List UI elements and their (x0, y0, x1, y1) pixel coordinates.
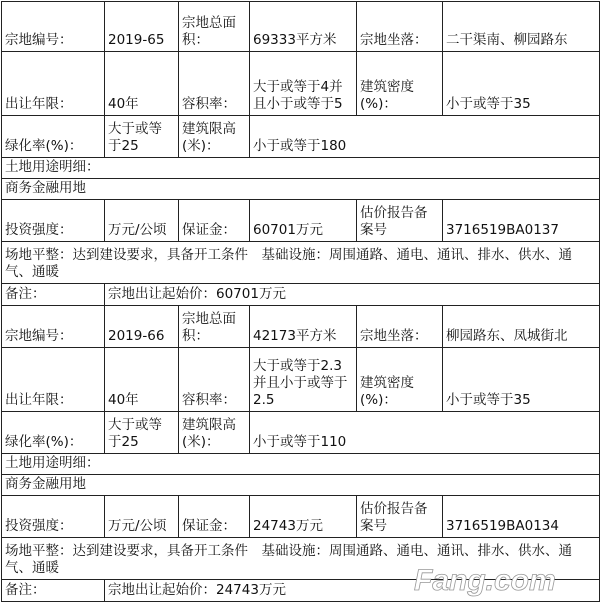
appraisal-record-label: 估价报告备案号 (357, 200, 443, 242)
total-area-value: 42173平方米 (250, 306, 357, 348)
parcel-number-label: 宗地编号： (2, 2, 105, 52)
location-label: 宗地坐落： (357, 306, 443, 348)
usage-detail-label: 土地用途明细： (2, 454, 600, 475)
land-parcel-table (1, 1, 600, 602)
remark-value: 宗地出让起始价：24743万元 (105, 580, 600, 602)
deposit-label: 保证金： (179, 200, 250, 242)
term-value: 40年 (105, 52, 179, 116)
site-conditions: 场地平整：达到建设要求，具备开工条件 基础设施：周围通路、通电、通讯、排水、供水、通气、通暖 (2, 538, 600, 580)
green-ratio-value: 大于或等于25 (105, 412, 179, 454)
green-ratio-label: 绿化率(%)： (2, 116, 105, 158)
deposit-label: 保证金： (179, 496, 250, 538)
term-label: 出让年限： (2, 52, 105, 116)
term-label: 出让年限： (2, 348, 105, 412)
height-limit-label: 建筑限高(米)： (179, 116, 250, 158)
usage-detail-value: 商务金融用地 (2, 179, 600, 200)
remark-label: 备注： (2, 580, 105, 602)
building-density-label: 建筑密度(%)： (357, 348, 443, 412)
investment-intensity-label: 投资强度： (2, 200, 105, 242)
plot-ratio-label: 容积率： (179, 348, 250, 412)
parcel-number-value: 2019-66 (105, 306, 179, 348)
total-area-label: 宗地总面积： (179, 2, 250, 52)
total-area-label: 宗地总面积： (179, 306, 250, 348)
watermark-logo-svg (412, 562, 582, 598)
appraisal-record-label: 估价报告备案号 (357, 496, 443, 538)
plot-ratio-label: 容积率： (179, 52, 250, 116)
parcel-number-label: 宗地编号： (2, 306, 105, 348)
fang-watermark-logo (412, 562, 582, 598)
investment-intensity-unit: 万元/公顷 (105, 496, 179, 538)
deposit-value: 24743万元 (250, 496, 357, 538)
usage-detail-label: 土地用途明细： (2, 158, 600, 179)
total-area-value: 69333平方米 (250, 2, 357, 52)
building-density-value: 小于或等于35 (443, 52, 600, 116)
site-conditions: 场地平整：达到建设要求，具备开工条件 基础设施：周围通路、通电、通讯、排水、供水、通气、通暖 (2, 242, 600, 284)
green-ratio-value: 大于或等于25 (105, 116, 179, 158)
location-label: 宗地坐落： (357, 2, 443, 52)
usage-detail-value: 商务金融用地 (2, 475, 600, 496)
appraisal-record-value: 3716519BA0137 (443, 200, 600, 242)
term-value: 40年 (105, 348, 179, 412)
deposit-value: 60701万元 (250, 200, 357, 242)
height-limit-label: 建筑限高(米)： (179, 412, 250, 454)
green-ratio-label: 绿化率(%)： (2, 412, 105, 454)
plot-ratio-value: 大于或等于2.3并且小于或等于2.5 (250, 348, 357, 412)
location-value: 柳园路东、凤城街北 (443, 306, 600, 348)
watermark-text: Fang.com (414, 564, 556, 597)
appraisal-record-value: 3716519BA0134 (443, 496, 600, 538)
investment-intensity-label: 投资强度： (2, 496, 105, 538)
remark-label: 备注： (2, 284, 105, 306)
investment-intensity-unit: 万元/公顷 (105, 200, 179, 242)
building-density-value: 小于或等于35 (443, 348, 600, 412)
parcel-number-value: 2019-65 (105, 2, 179, 52)
location-value: 二干渠南、柳园路东 (443, 2, 600, 52)
building-density-label: 建筑密度(%)： (357, 52, 443, 116)
height-limit-value: 小于或等于110 (250, 412, 600, 454)
remark-value: 宗地出让起始价：60701万元 (105, 284, 600, 306)
height-limit-value: 小于或等于180 (250, 116, 600, 158)
plot-ratio-value: 大于或等于4并且小于或等于5 (250, 52, 357, 116)
